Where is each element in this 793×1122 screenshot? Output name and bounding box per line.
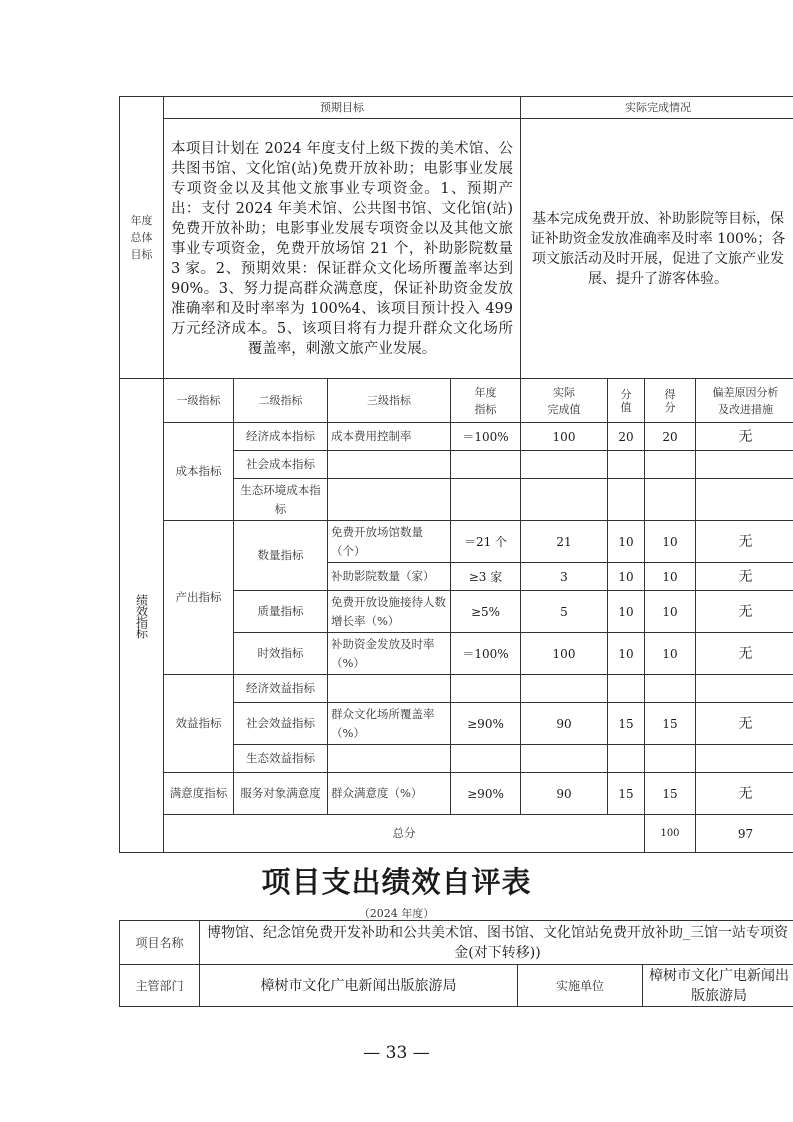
department-label: 主管部门 <box>120 965 200 1007</box>
project-info-table <box>119 920 793 1007</box>
actual-cell: 21 <box>521 521 608 563</box>
deviation-cell: 无 <box>696 703 793 745</box>
level3-cell: 免费开放设施接待人数增长率（%） <box>328 591 451 633</box>
actual-cell: 90 <box>521 703 608 745</box>
level2-cell: 生态环境成本指标 <box>234 479 328 521</box>
group-benefit: 效益指标 <box>164 675 234 773</box>
level2-cell: 社会成本指标 <box>234 451 328 479</box>
form-title: 项目支出绩效自评表 <box>261 865 532 899</box>
header-weight: 分 值 <box>608 379 645 423</box>
actual-cell: 3 <box>521 563 608 591</box>
total-label: 总分 <box>164 815 645 853</box>
table-row <box>120 773 793 815</box>
level2-cell: 生态效益指标 <box>234 745 328 773</box>
header-actual-value: 实际 完成值 <box>521 379 608 423</box>
deviation-cell: 无 <box>696 633 793 675</box>
expected-goal-text: 本项目计划在 2024 年度支付上级下拨的美术馆、公共图书馆、文化馆(站)免费开放补助；电影事业发展专项资金以及其他文旅事业专项资金。1、预期产出：支付 2024 年美术馆、公共图书馆、文化馆(站)免费开放补助；电影事业发展专项资金以及其他文旅事业专项资金，免费开放场馆 21 个，补助影院数量 3 家。2、预期效果：保证群众文化场所覆盖率达到 90%。3、努力提高群众满意度，保证补助资金发放准确率和及时率率为 100%4、该项目预计投入 499 万元经济成本。5、该项目将有力提升群众文化场所覆盖率，刺激文旅产业发展。 <box>164 119 521 379</box>
score-cell: 20 <box>645 423 696 451</box>
actual-cell: 5 <box>521 591 608 633</box>
table-row <box>120 423 793 451</box>
header-score: 得 分 <box>645 379 696 423</box>
deviation-cell: 无 <box>696 521 793 563</box>
header-annual-target: 年度 指标 <box>451 379 521 423</box>
level2-cell: 社会效益指标 <box>234 703 328 745</box>
deviation-cell: 无 <box>696 423 793 451</box>
deviation-cell: 无 <box>696 591 793 633</box>
performance-indicator-label: 绩效指标 <box>120 379 164 853</box>
department-value: 樟树市文化广电新闻出版旅游局 <box>200 965 518 1007</box>
target-cell: ≥3 家 <box>451 563 521 591</box>
score-cell: 15 <box>645 773 696 815</box>
implementer-label: 实施单位 <box>518 965 643 1007</box>
header-level1: 一级指标 <box>164 379 234 423</box>
table-row <box>120 521 793 563</box>
header-level3: 三级指标 <box>328 379 451 423</box>
deviation-cell: 无 <box>696 773 793 815</box>
target-cell: ＝100% <box>451 633 521 675</box>
annual-goal-label: 年度 总体 目标 <box>120 97 164 379</box>
header-deviation: 偏差原因分析 及改进措施 <box>696 379 793 423</box>
target-cell: ≥90% <box>451 703 521 745</box>
target-cell: ≥90% <box>451 773 521 815</box>
score-cell: 10 <box>645 563 696 591</box>
implementer-value: 樟树市文化广电新闻出版旅游局 <box>643 965 793 1007</box>
header-level2: 二级指标 <box>234 379 328 423</box>
weight-cell: 10 <box>608 563 645 591</box>
level2-cell: 服务对象满意度 <box>234 773 328 815</box>
project-name-value: 博物馆、纪念馆免费开发补助和公共美术馆、图书馆、文化馆站免费开放补助_三馆一站专项资金(对下转移)) <box>200 921 793 965</box>
score-cell: 10 <box>645 591 696 633</box>
target-cell: ＝21 个 <box>451 521 521 563</box>
project-name-label: 项目名称 <box>120 921 200 965</box>
level2-cell: 质量指标 <box>234 591 328 633</box>
target-cell: ＝100% <box>451 423 521 451</box>
deviation-cell: 无 <box>696 563 793 591</box>
weight-cell: 10 <box>608 591 645 633</box>
actual-cell: 90 <box>521 773 608 815</box>
level3-cell: 群众满意度（%） <box>328 773 451 815</box>
weight-cell: 10 <box>608 521 645 563</box>
expected-goal-header: 预期目标 <box>164 97 521 119</box>
level3-cell: 成本费用控制率 <box>328 423 451 451</box>
level3-cell: 群众文化场所覆盖率（%） <box>328 703 451 745</box>
total-row <box>120 815 793 853</box>
level2-cell: 经济效益指标 <box>234 675 328 703</box>
target-cell: ≥5% <box>451 591 521 633</box>
actual-cell: 100 <box>521 633 608 675</box>
group-output: 产出指标 <box>164 521 234 675</box>
level2-cell: 时效指标 <box>234 633 328 675</box>
table-row <box>120 675 793 703</box>
level2-cell: 经济成本指标 <box>234 423 328 451</box>
level3-cell: 补助影院数量（家） <box>328 563 451 591</box>
level3-cell: 免费开放场馆数量（个） <box>328 521 451 563</box>
weight-cell: 15 <box>608 773 645 815</box>
form-year: （2024 年度） <box>358 907 435 920</box>
group-cost: 成本指标 <box>164 423 234 521</box>
group-satisfaction: 满意度指标 <box>164 773 234 815</box>
level2-cell: 数量指标 <box>234 521 328 591</box>
actual-completion-text: 基本完成免费开放、补助影院等目标，保证补助资金发放准确率及时率 100%；各项文旅活动及时开展，促进了文旅产业发展、提升了游客体验。 <box>521 119 793 379</box>
weight-cell: 15 <box>608 703 645 745</box>
page-number: — 33 — <box>363 1043 430 1063</box>
level3-cell: 补助资金发放及时率（%） <box>328 633 451 675</box>
score-cell: 10 <box>645 633 696 675</box>
performance-table <box>119 96 793 853</box>
weight-cell: 20 <box>608 423 645 451</box>
actual-completion-header: 实际完成情况 <box>521 97 793 119</box>
total-weight: 100 <box>645 815 696 853</box>
score-cell: 15 <box>645 703 696 745</box>
total-score: 97 <box>696 815 793 853</box>
actual-cell: 100 <box>521 423 608 451</box>
score-cell: 10 <box>645 521 696 563</box>
weight-cell: 10 <box>608 633 645 675</box>
